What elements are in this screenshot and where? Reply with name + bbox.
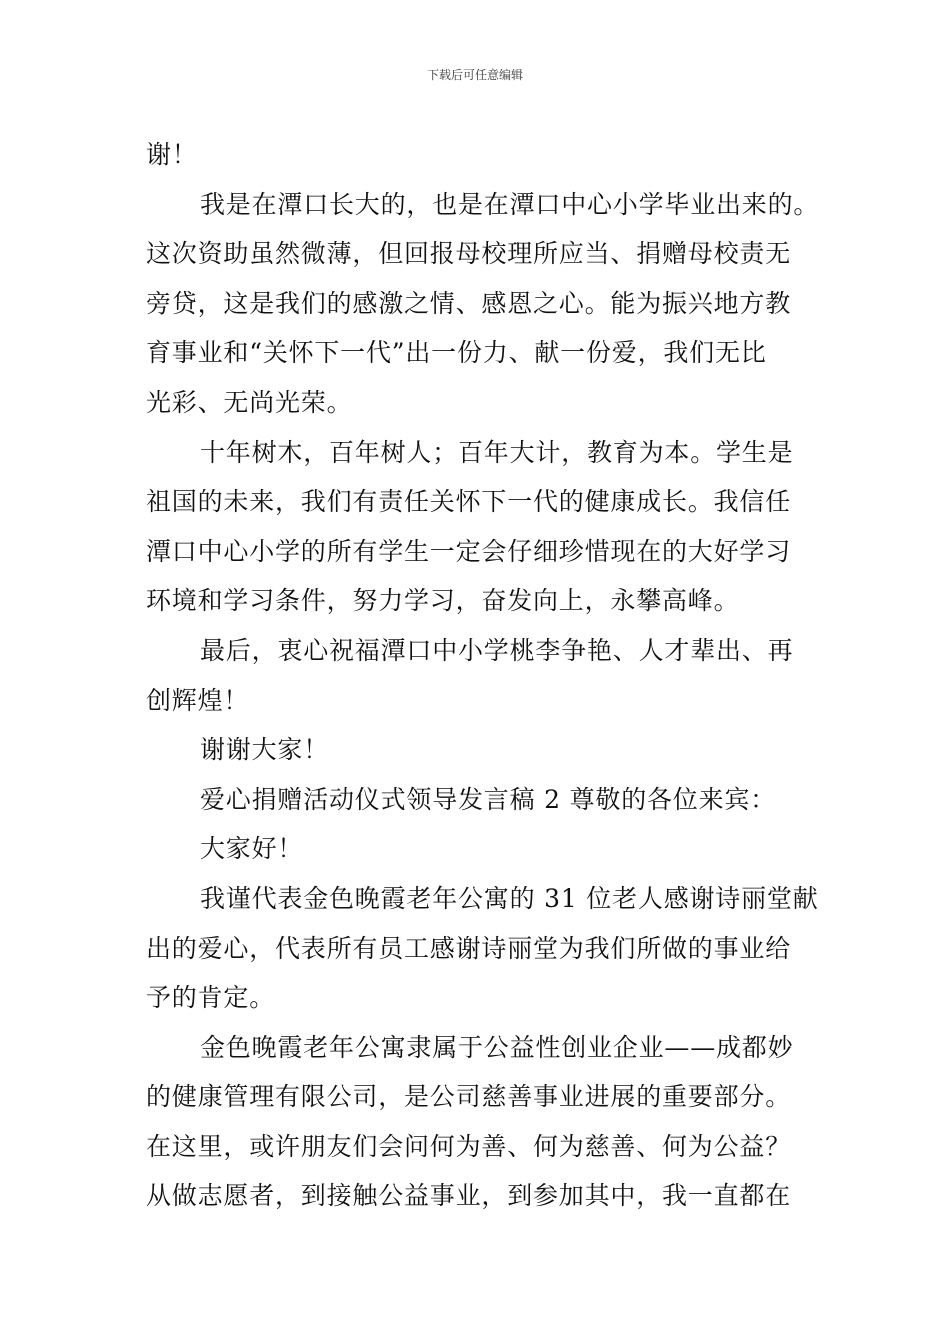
text-line: 谢！ xyxy=(146,140,198,169)
text-line: 潭口中心小学的所有学生一定会仔细珍惜现在的大好学习 xyxy=(146,536,792,566)
page-header: 下载后可任意编辑 xyxy=(426,68,523,82)
text-line: 大家好！ xyxy=(200,834,304,864)
text-line: 从做志愿者，到接触公益事业，到参加其中，我一直都在 xyxy=(146,1181,792,1211)
text-line: 创辉煌！ xyxy=(146,685,250,715)
text-line: 育事业和“关怀下一代”出一份力、献一份爱，我们无比 xyxy=(146,338,767,368)
text-line: 予的肯定。 xyxy=(146,983,276,1013)
text-line: 我是在潭口长大的，也是在潭口中心小学毕业出来的。 xyxy=(200,189,820,219)
text-line: 爱心捐赠活动仪式领导发言稿 2 尊敬的各位来宾： xyxy=(200,784,777,814)
text-line: 十年树木，百年树人；百年大计，教育为本。学生是 xyxy=(200,437,794,467)
document-body xyxy=(146,130,820,1221)
text-line: 金色晚霞老年公寓隶属于公益性创业企业——成都妙 xyxy=(200,1032,794,1062)
text-line: 光彩、无尚光荣。 xyxy=(146,387,353,417)
text-line: 我谨代表金色晚霞老年公寓的 31 位老人感谢诗丽堂献 xyxy=(200,883,819,913)
text-line: 出的爱心，代表所有员工感谢诗丽堂为我们所做的事业给 xyxy=(146,933,792,963)
text-line: 这次资助虽然微薄，但回报母校理所应当、捐赠母校责无 xyxy=(146,239,792,269)
text-line: 祖国的未来，我们有责任关怀下一代的健康成长。我信任 xyxy=(146,487,792,517)
text-line: 环境和学习条件，努力学习，奋发向上，永攀高峰。 xyxy=(146,586,740,616)
text-line: 最后，衷心祝福潭口中小学桃李争艳、人才辈出、再 xyxy=(200,635,794,665)
text-line: 在这里，或许朋友们会问何为善、何为慈善、何为公益？ xyxy=(146,1131,792,1161)
text-line: 旁贷，这是我们的感激之情、感恩之心。能为振兴地方教 xyxy=(146,288,792,318)
text-line: 谢谢大家！ xyxy=(200,735,330,765)
text-line: 的健康管理有限公司，是公司慈善事业进展的重要部分。 xyxy=(146,1082,792,1112)
